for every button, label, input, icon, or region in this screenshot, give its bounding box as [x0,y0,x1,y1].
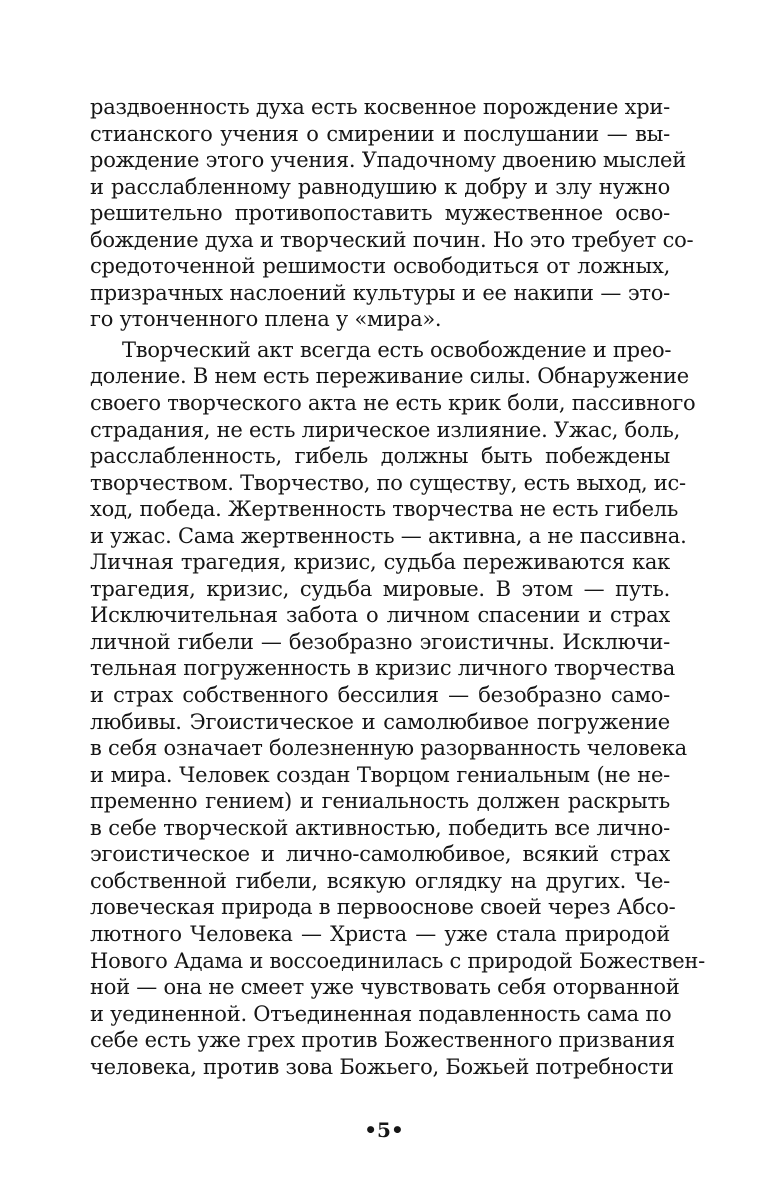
paragraph-2 [90,337,706,1080]
text-line: себе есть уже грех против Божественного призвания [90,1028,675,1053]
page-number: •5• [364,1118,404,1142]
text-line: Нового Адама и воссоединилась с природой Божествен- [90,948,706,973]
text-line: доление. В нем есть переживание силы. Обнаружение [90,364,689,389]
text-line: решительно противопоставить мужественное осво- [90,201,670,226]
text-line: пременно гением) и гениальность должен раскрыть [90,789,670,814]
text-line: го утонченного плена у «мира». [90,307,442,332]
text-line: стианского учения о смирении и послушании — вы- [90,121,670,146]
text-line: своего творческого акта не есть крик боли, пассивного [90,391,696,416]
text-line: расслабленность, гибель должны быть побеждены [90,444,670,469]
text-line: страдания, не есть лирическое излияние. Ужас, боль, [90,417,681,442]
text-line: человека, против зова Божьего, Божьей потребности [90,1054,674,1079]
text-line: ной — она не смеет уже чувствовать себя оторванной [90,975,680,1000]
text-line: в себе творческой активностью, победить все лично- [90,815,670,840]
text-line: и страх собственного бессилия — безобразно само- [90,683,670,708]
text-line: любивы. Эгоистическое и самолюбивое погружение [90,709,670,734]
text-line: и ужас. Сама жертвенность — активна, а не пассивна. [90,523,687,548]
body-text [90,94,706,1080]
text-line: лютного Человека — Христа — уже стала природой [90,921,670,946]
text-line: трагедия, кризис, судьба мировые. В этом — путь. [90,576,670,601]
text-line: Исключительная забота о личном спасении и страх [90,603,670,628]
text-line: ловеческая природа в первооснове своей через Абсо- [90,895,676,920]
text-line: Творческий акт всегда есть освобождение и прео- [122,337,672,362]
text-line: и мира. Человек создан Творцом гениальным (не не- [90,762,670,787]
text-line: в себя означает болезненную разорванность человека [90,736,687,761]
text-line: и расслабленному равнодушию к добру и злу нужно [90,174,670,199]
text-line: раздвоенность духа есть косвенное порождение хри- [90,95,670,119]
text-line: собственной гибели, всякую оглядку на других. Че- [90,868,670,893]
paragraph-1 [90,94,694,333]
text-line: Личная трагедия, кризис, судьба переживаются как [90,550,670,575]
text-line: призрачных наслоений культуры и ее накипи — это- [90,280,670,305]
text-line: творчеством. Творчество, по существу, есть выход, ис- [90,470,686,495]
text-line: тельная погруженность в кризис личного творчества [90,656,676,681]
text-line: средоточенной решимости освободиться от ложных, [90,254,670,279]
text-line: рождение этого учения. Упадочному двоению мыслей [90,148,686,173]
text-line: эгоистическое и лично-самолюбивое, всякий страх [90,842,670,867]
text-line: и уединенной. Отъединенная подавленность сама по [90,1001,672,1026]
text-line: личной гибели — безобразно эгоистичны. Исключи- [90,629,670,654]
text-line: ход, победа. Жертвенность творчества не есть гибель [90,497,679,522]
text-line: бождение духа и творческий почин. Но это требует со- [90,227,694,252]
